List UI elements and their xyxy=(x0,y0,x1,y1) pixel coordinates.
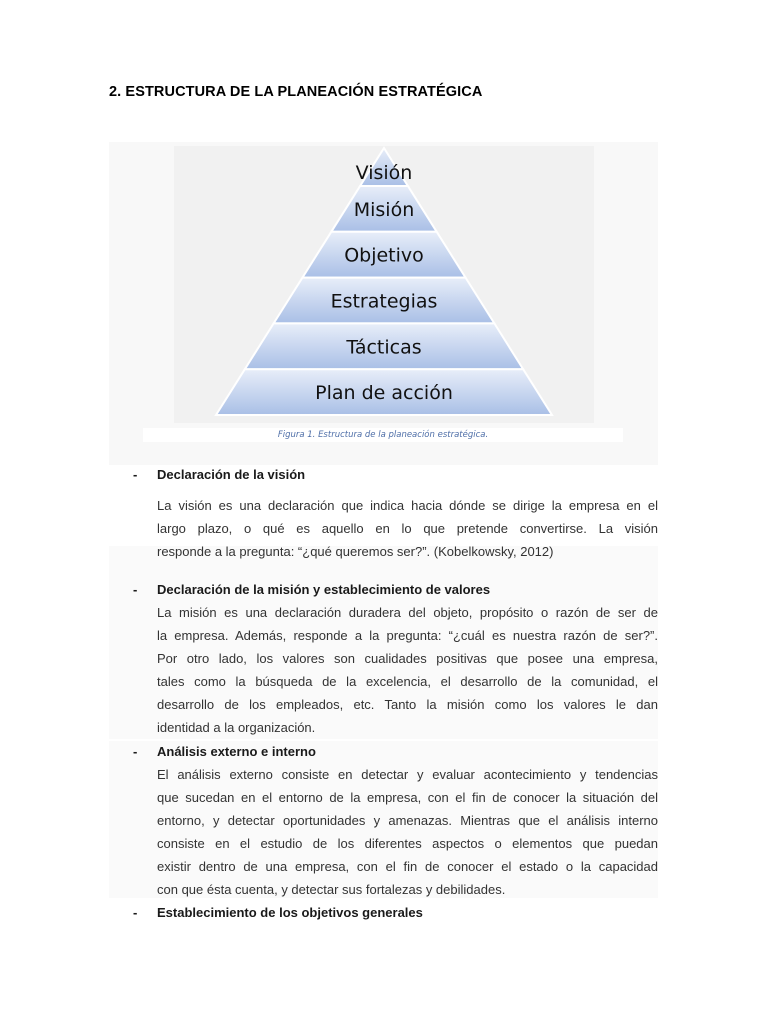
figure-caption: Figura 1. Estructura de la planeación estratégica. xyxy=(143,428,623,442)
paragraph-line: Por otro lado, los valores son cualidades positivas que posee una empresa, xyxy=(157,651,658,666)
paragraph-line: largo plazo, o qué es aquello en lo que pretende convertirse. La visión xyxy=(157,521,658,536)
paragraph-line: tales como la búsqueda de la excelencia, el desarrollo de la comunidad, el xyxy=(157,674,658,689)
paragraph-line: La visión es una declaración que indica hacia dónde se dirige la empresa en el xyxy=(157,498,658,513)
paragraph-line: El análisis externo consiste en detectar y evaluar acontecimiento y tendencias xyxy=(157,767,658,782)
paragraph-line: entorno, y detectar oportunidades y amenazas. Mientras que el análisis interno xyxy=(157,813,658,828)
section-title xyxy=(133,578,658,601)
section-title xyxy=(133,901,658,924)
paragraph-line: La misión es una declaración duradera del objeto, propósito o razón de ser de xyxy=(157,605,658,620)
bullet-dash: - xyxy=(133,744,138,759)
strategy-pyramid xyxy=(174,146,594,423)
section-vision xyxy=(133,463,658,563)
section-paragraph xyxy=(157,601,658,739)
section-mission xyxy=(133,578,658,739)
section-title-text: Declaración de la visión xyxy=(157,467,306,482)
section-title xyxy=(133,740,658,763)
section-title xyxy=(133,463,658,486)
section-objectives xyxy=(133,901,658,924)
paragraph-line: identidad a la organización. xyxy=(157,720,316,735)
pyramid-label-vision: Visión xyxy=(355,162,413,184)
paragraph-line: desarrollo de los empleados, etc. Tanto la misión como los valores le dan xyxy=(157,697,658,712)
section-analysis xyxy=(133,740,658,901)
pyramid-label-objetivo: Objetivo xyxy=(344,244,424,267)
bullet-dash: - xyxy=(133,582,138,597)
section-heading: 2. ESTRUCTURA DE LA PLANEACIÓN ESTRATÉGICA xyxy=(109,84,483,100)
paragraph-line: la empresa. Además, responde a la pregunta: “¿cuál es nuestra razón de ser?”. xyxy=(157,628,658,643)
paragraph-line: consiste en el estudio de los diferentes aspectos o elementos que puedan xyxy=(157,836,658,851)
paragraph-line: con que ésta cuenta, y detectar sus fortalezas y debilidades. xyxy=(157,882,506,897)
section-title-text: Análisis externo e interno xyxy=(157,744,316,759)
pyramid-label-tacticas: Tácticas xyxy=(346,336,422,359)
paragraph-line: existir dentro de una empresa, con el fin de conocer el estado o la capacidad xyxy=(157,859,658,874)
section-paragraph xyxy=(157,763,658,901)
paragraph-line: responde a la pregunta: “¿qué queremos ser?”. (Kobelkowsky, 2012) xyxy=(157,544,554,559)
paragraph-line: que sucedan en el entorno de la empresa, con el fin de conocer la situación del xyxy=(157,790,658,805)
pyramid-label-mision: Misión xyxy=(353,198,415,221)
bullet-dash: - xyxy=(133,467,138,482)
section-paragraph xyxy=(157,494,658,563)
pyramid-label-estrategias: Estrategias xyxy=(330,290,438,313)
pyramid-label-plan-de-accion: Plan de acción xyxy=(315,382,453,405)
bullet-dash: - xyxy=(133,905,138,920)
section-title-text: Establecimiento de los objetivos generales xyxy=(157,905,423,920)
section-title-text: Declaración de la misión y establecimiento de valores xyxy=(157,582,491,597)
